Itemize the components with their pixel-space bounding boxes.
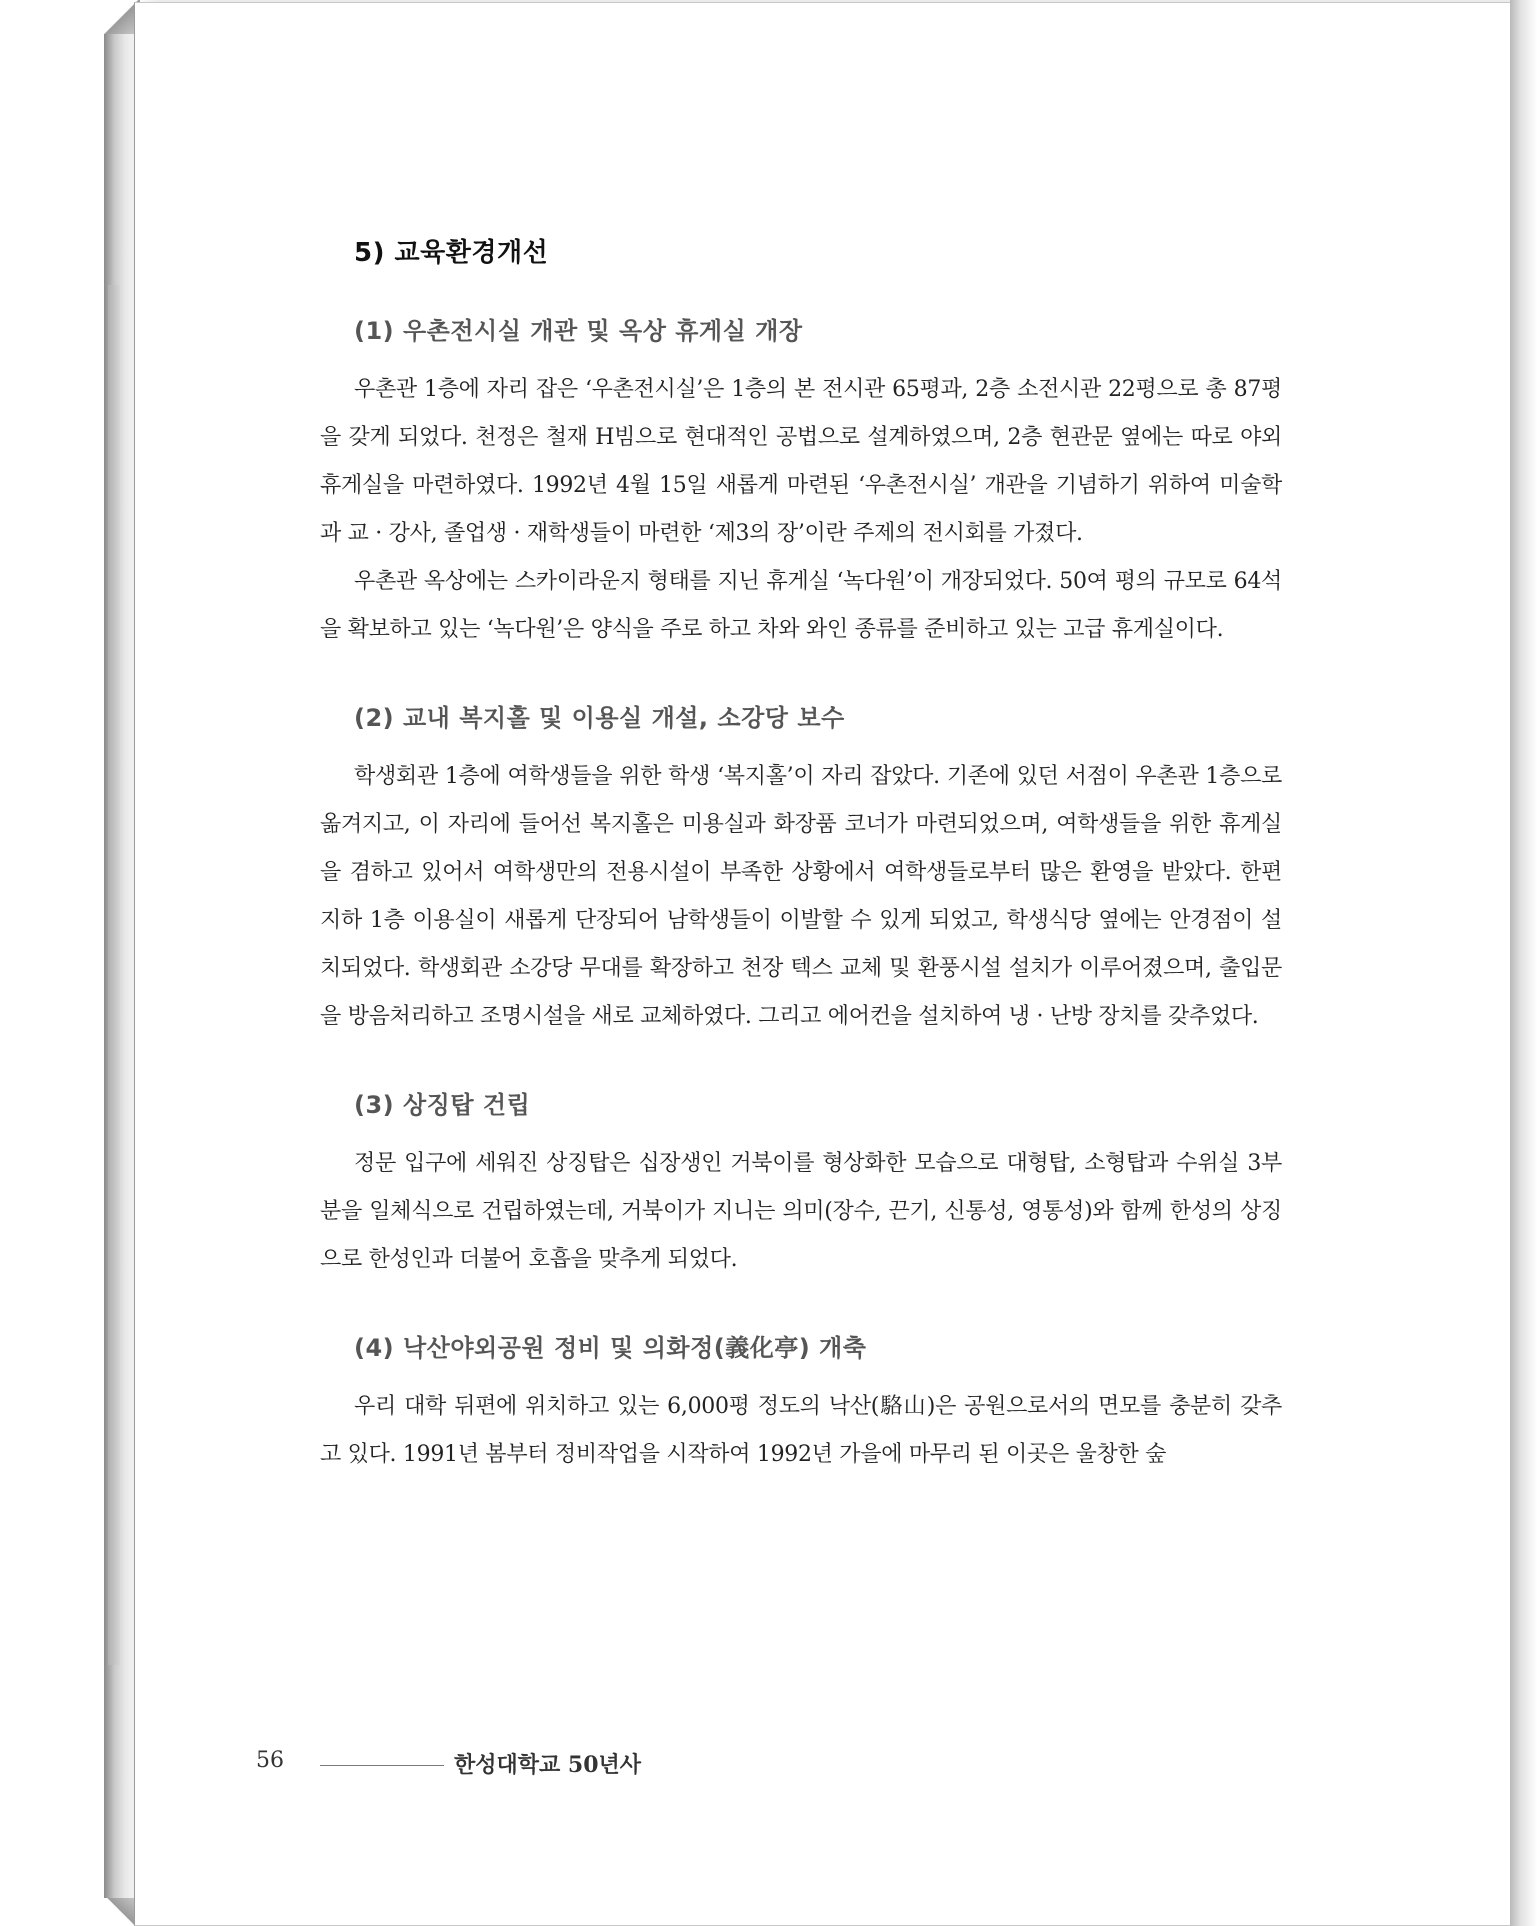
paragraph: 우촌관 옥상에는 스카이라운지 형태를 지닌 휴게실 ‘녹다원’이 개장되었다. 50여 평의 규모로 64석을 확보하고 있는 ‘녹다원’은 양식을 주로 하고 차와 와인 종류를 준비하고 있는 고급 휴게실이다. [320,569,1282,642]
subsection-1 [320,311,1282,654]
subsection-title: (2) 교내 복지홀 및 이용실 개설, 소강당 보수 [354,704,845,732]
paragraph: 우촌관 1층에 자리 잡은 ‘우촌전시실’은 1층의 본 전시관 65평과, 2층 소전시관 22평으로 총 87평을 갖게 되었다. 천정은 철재 H빔으로 현대적인 공법으로 설계하였으며, 2층 현관문 옆에는 따로 야외 휴게실을 마련하였다. 1992년 4월 15일 새롭게 마련된 ‘우촌전시실’ 개관을 기념하기 위하여 미술학과 교 · 강사, 졸업생 · 재학생들이 마련한 ‘제3의 장’이란 주제의 전시회를 가졌다. [320,377,1282,546]
subsection-title: (3) 상징탑 건립 [354,1091,531,1119]
section-title: 5) 교육환경개선 [354,238,549,268]
paragraph: 정문 입구에 세워진 상징탑은 십장생인 거북이를 형상화한 모습으로 대형탑, 소형탑과 수위실 3부분을 일체식으로 건립하였는데, 거북이가 지니는 의미(장수, 끈기, 신통성, 영통성)와 함께 한성의 상징으로 한성인과 더불어 호흡을 맞추게 되었다. [320,1151,1282,1272]
paragraph: 우리 대학 뒤편에 위치하고 있는 6,000평 정도의 낙산(駱山)은 공원으로서의 면모를 충분히 갖추고 있다. 1991년 봄부터 정비작업을 시작하여 1992년 가을에 마무리 된 이곳은 울창한 숲 [320,1394,1282,1467]
footer-divider [320,1765,444,1766]
spacer [320,1067,1282,1085]
spacer [320,680,1282,698]
page-content [320,232,1282,1505]
spacer [320,1310,1282,1328]
page-stack-inner-edge [108,285,120,1665]
subsection-title: (1) 우촌전시실 개관 및 옥상 휴게실 개장 [354,317,803,345]
subsection-4 [320,1328,1282,1479]
page-footer [256,1748,956,1778]
subsection-3 [320,1085,1282,1284]
paragraph: 학생회관 1층에 여학생들을 위한 학생 ‘복지홀’이 자리 잡았다. 기존에 있던 서점이 우촌관 1층으로 옮겨지고, 이 자리에 들어선 복지홀은 미용실과 화장품 코너가 마련되었으며, 여학생들을 위한 휴게실을 겸하고 있어서 여학생만의 전용시설이 부족한 상황에서 여학생들로부터 많은 환영을 받았다. 한편 지하 1층 이용실이 새롭게 단장되어 남학생들이 이발할 수 있게 되었고, 학생식당 옆에는 안경점이 설치되었다. 학생회관 소강당 무대를 확장하고 천장 텍스 교체 및 환풍시설 설치가 이루어졌으며, 출입문을 방음처리하고 조명시설을 새로 교체하였다. 그리고 에어컨을 설치하여 냉 · 난방 장치를 갖추었다. [320,764,1282,1029]
page-number: 56 [256,1748,284,1773]
subsection-title: (4) 낙산야외공원 정비 및 의화정(義化亭) 개축 [354,1334,867,1362]
page-right-shadow [1510,0,1537,1926]
book-title: 한성대학교 50년사 [454,1752,642,1778]
subsection-2 [320,698,1282,1041]
